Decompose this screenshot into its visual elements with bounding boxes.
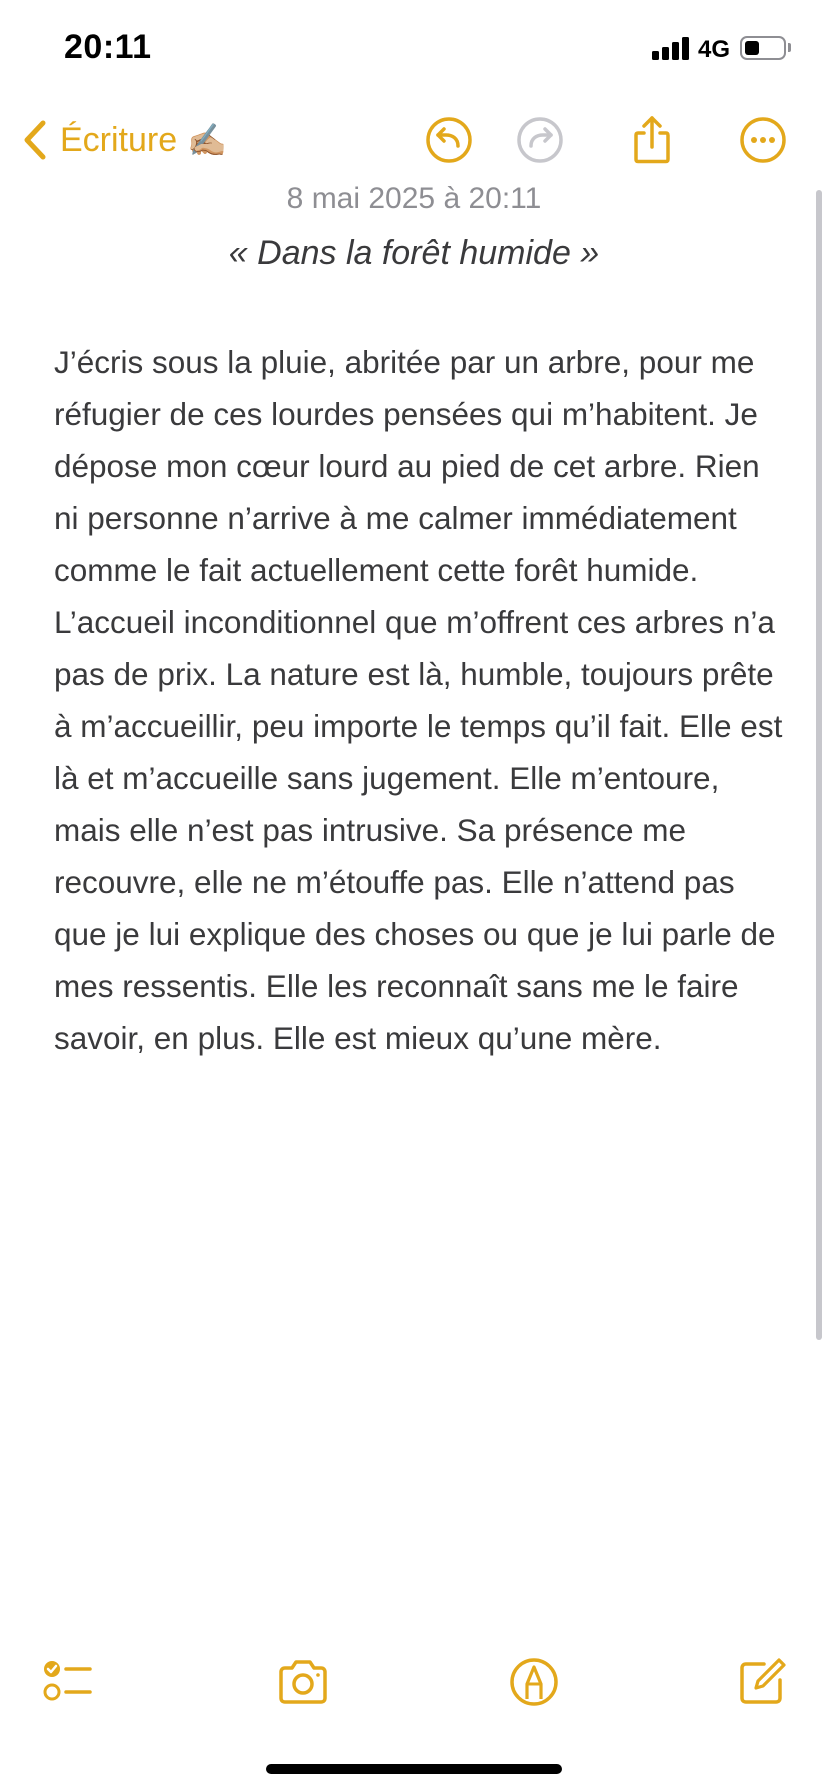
checklist-button[interactable]: [40, 1654, 96, 1710]
compose-icon: [734, 1654, 790, 1710]
cellular-signal-icon: [652, 36, 692, 60]
more-icon: [737, 114, 789, 166]
camera-icon: [275, 1654, 331, 1710]
new-note-button[interactable]: [734, 1654, 790, 1710]
status-time: 20:11: [64, 28, 152, 66]
redo-icon: [514, 114, 566, 166]
writing-hand-emoji: ✍🏼: [187, 122, 227, 158]
camera-button[interactable]: [275, 1654, 331, 1710]
bottom-toolbar: [0, 1640, 828, 1720]
undo-icon: [423, 114, 475, 166]
chevron-left-icon: [22, 119, 48, 161]
network-type: 4G: [698, 36, 731, 63]
note-date: 8 mai 2025 à 20:11: [286, 182, 542, 215]
battery-icon: [740, 36, 786, 60]
redo-button[interactable]: [514, 114, 566, 166]
note-body[interactable]: J’écris sous la pluie, abritée par un arbre, pour me réfugier de ces lourdes pensées qui m’habitent. Je dépose mon cœur lourd au pied de cet arbre. Rien ni personne n’arrive à me calmer immédiatement comme le fait actuellement cette forêt humide. L’accueil inconditionnel que m’offrent ces arbres n’a pas de prix. La nature est là, humble, toujours prête à m’accueillir, peu importe le temps qu’il fait. Elle est là et m’accueille sans jugement. Elle m’entoure, mais elle n’est pas intrusive. Sa présence me recouvre, elle ne m’étouffe pas. Elle n’attend pas que je lui explique des choses ou que je lui parle de mes ressentis. Elle les reconnaît sans me le faire savoir, en plus. Elle est mieux qu’une mère.: [54, 344, 783, 1056]
back-label: Écriture: [60, 120, 178, 159]
battery-level: [745, 41, 759, 55]
markup-button[interactable]: [506, 1654, 562, 1710]
scrollbar[interactable]: [816, 190, 822, 1340]
share-button[interactable]: [626, 114, 678, 166]
note-title[interactable]: « Dans la forêt humide »: [228, 234, 600, 272]
back-button[interactable]: [22, 114, 227, 166]
undo-button[interactable]: [423, 114, 475, 166]
home-indicator[interactable]: [266, 1764, 562, 1774]
share-icon: [626, 114, 678, 166]
status-bar: [0, 0, 828, 100]
more-options-button[interactable]: [737, 114, 789, 166]
battery-tip: [788, 43, 791, 52]
navigation-bar: [0, 100, 828, 180]
checklist-icon: [40, 1654, 96, 1710]
markup-pen-icon: [506, 1654, 562, 1710]
